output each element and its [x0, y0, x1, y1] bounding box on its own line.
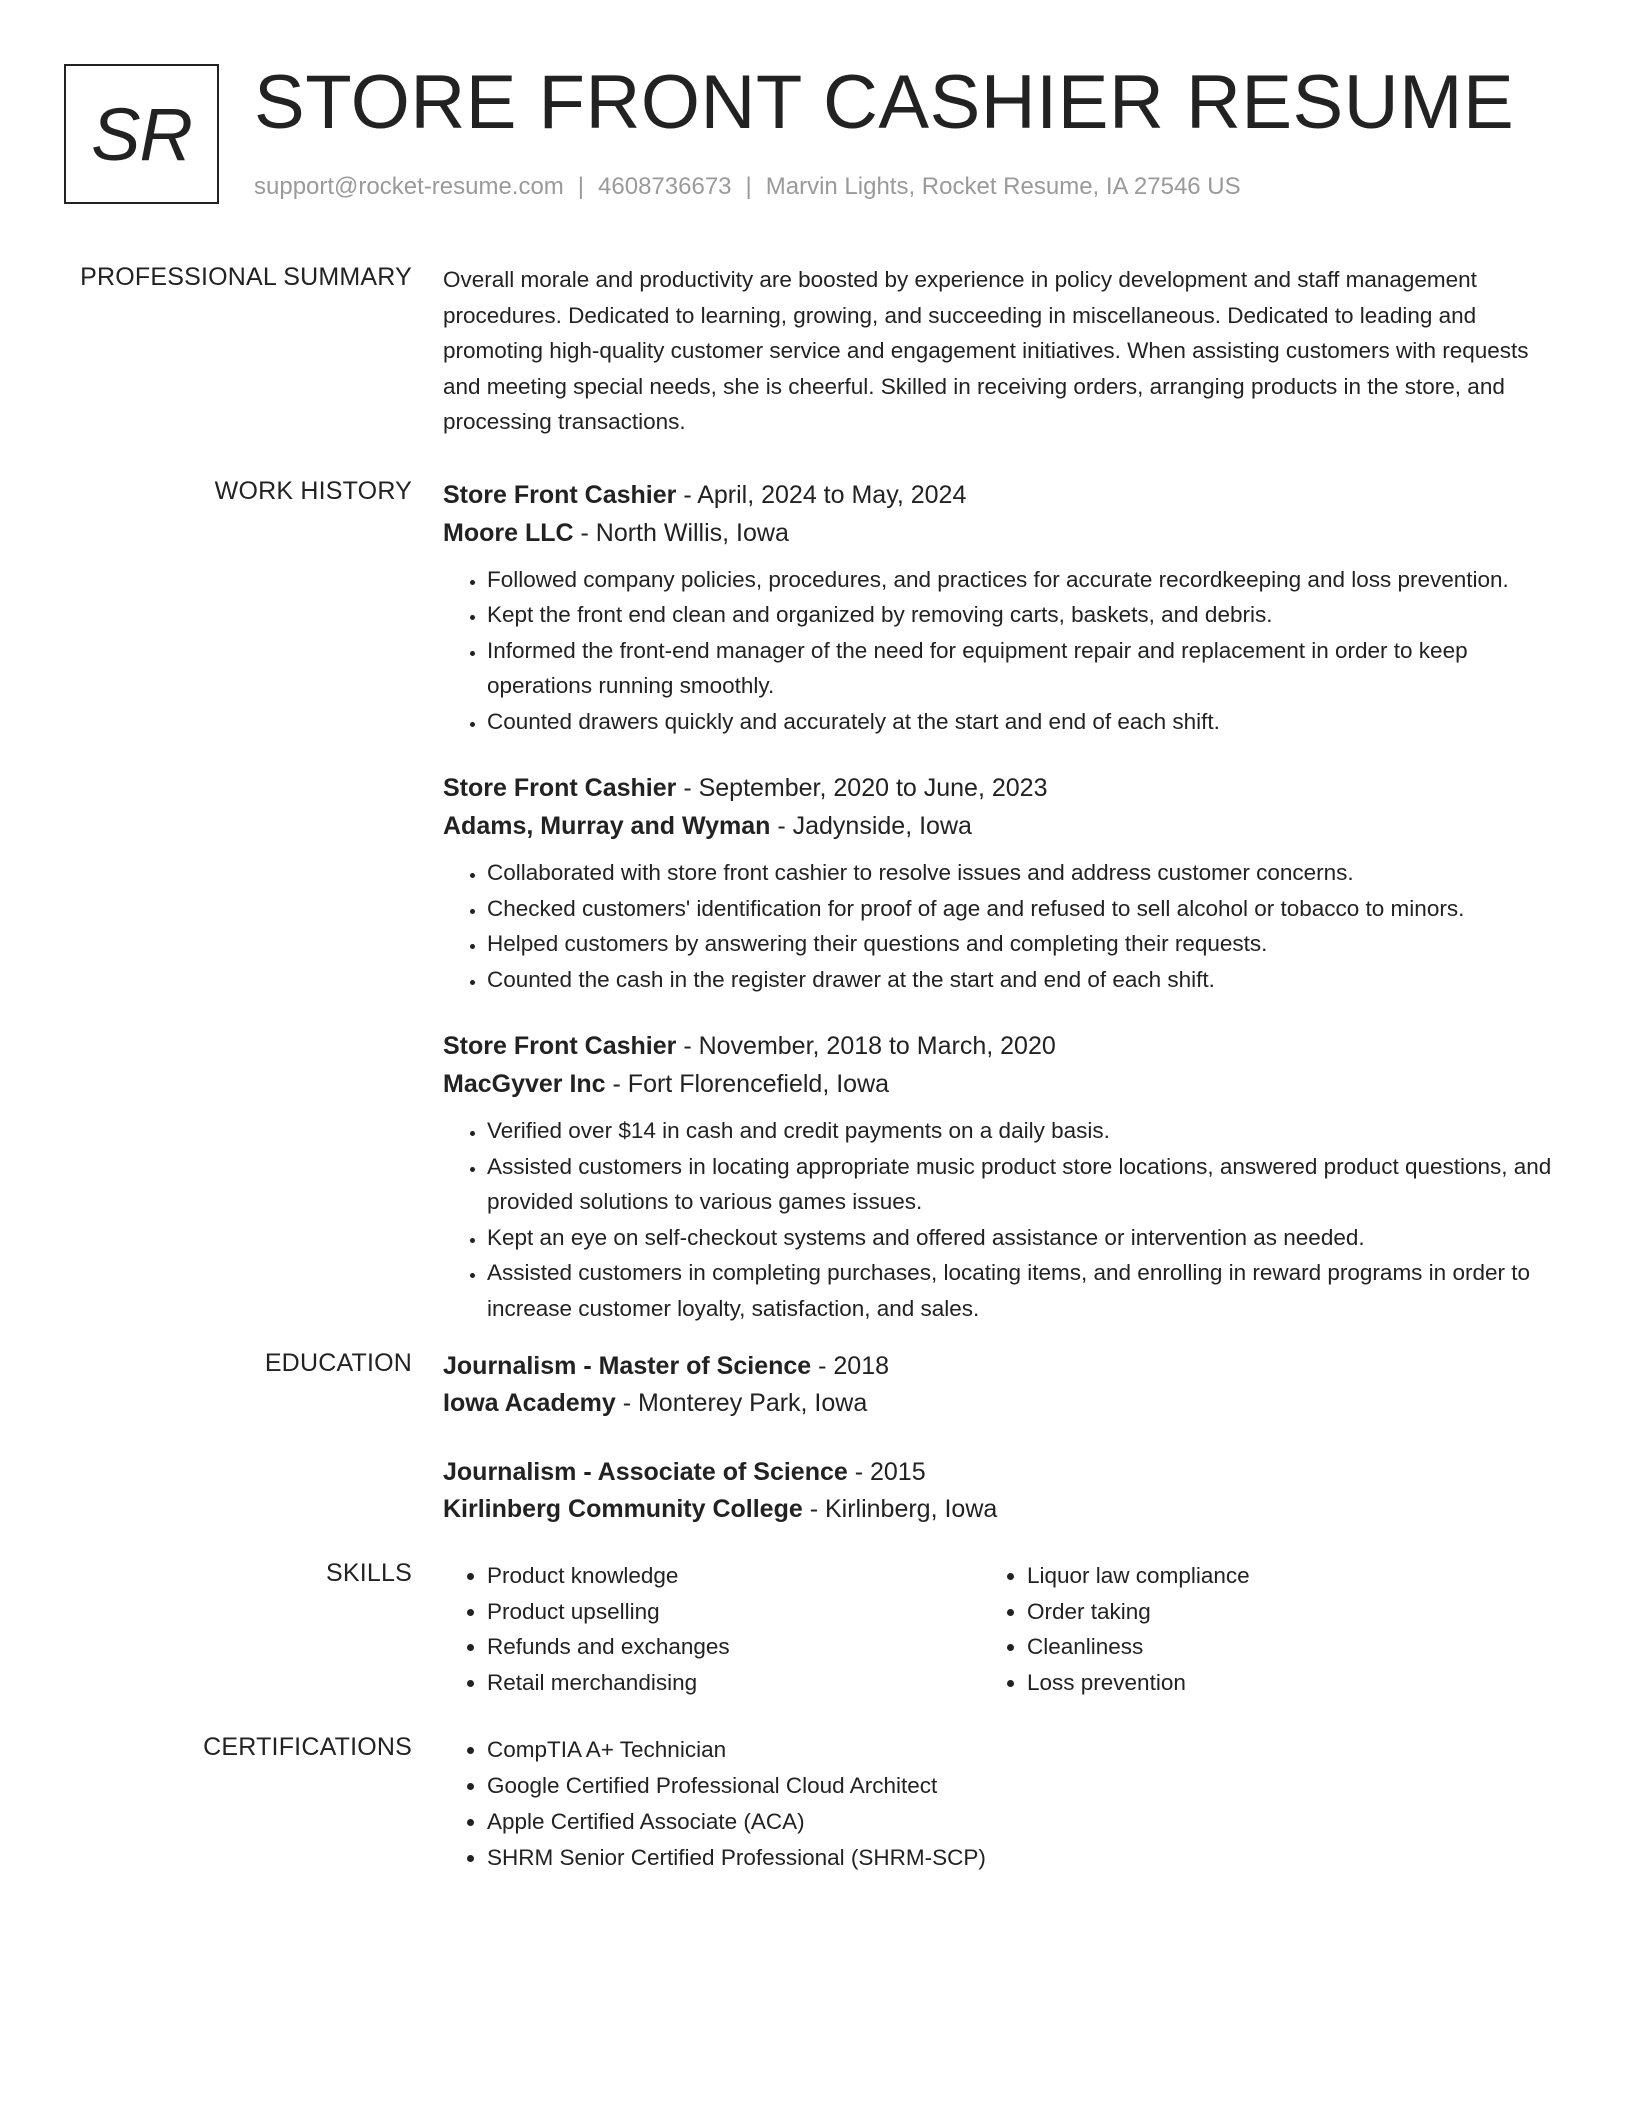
job-bullet: • Collaborated with store front cashier to resolve issues and address customer concerns. [487, 855, 1553, 891]
certification-item: • Apple Certified Associate (ACA) [487, 1804, 1553, 1840]
job-title-line [443, 769, 1553, 807]
education-year: - 2015 [847, 1458, 926, 1486]
education-school-line [443, 1385, 1553, 1422]
certifications-list [443, 1732, 1553, 1876]
education-body [443, 1348, 1553, 1528]
section-label-certifications: CERTIFICATIONS [203, 1733, 412, 1761]
job-bullets [443, 1113, 1553, 1326]
job-bullet: • Kept an eye on self-checkout systems and offered assistance or intervention as needed. [487, 1220, 1553, 1256]
resume-title: STORE FRONT CASHIER RESUME [254, 60, 1515, 145]
skills-list-right [983, 1558, 1523, 1700]
section-label-summary: PROFESSIONAL SUMMARY [80, 263, 412, 291]
job-company: Adams, Murray and Wyman [443, 812, 771, 840]
skill-item: • Cleanliness [1027, 1629, 1523, 1665]
job-entry [443, 1027, 1553, 1326]
job-bullet: • Helped customers by answering their questions and completing their requests. [487, 926, 1553, 962]
skills-grid [443, 1558, 1553, 1700]
job-bullet: • Assisted customers in locating appropriate music product store locations, answered product questions, and provided solutions to various games issues. [487, 1149, 1553, 1220]
job-title: Store Front Cashier [443, 480, 677, 509]
certification-item: • SHRM Senior Certified Professional (SHRM-SCP) [487, 1840, 1553, 1876]
contact-separator: | [745, 173, 752, 200]
contact-phone[interactable]: 4608736673 [598, 173, 732, 200]
work-history-section [64, 476, 1564, 1327]
monogram-logo: SR [64, 64, 219, 204]
education-location: - Kirlinberg, Iowa [802, 1495, 998, 1523]
job-title: Store Front Cashier [443, 774, 677, 802]
job-bullet: • Verified over $14 in cash and credit payments on a daily basis. [487, 1113, 1553, 1149]
education-location: - Monterey Park, Iowa [615, 1389, 868, 1417]
job-entry [443, 476, 1553, 740]
job-dates: - April, 2024 to May, 2024 [676, 480, 967, 509]
education-degree-line [443, 1348, 1553, 1385]
contact-email[interactable]: support@rocket-resume.com [254, 173, 564, 200]
skills-list-left [443, 1558, 983, 1700]
contact-info [254, 172, 1241, 202]
education-degree-line [443, 1454, 1553, 1491]
education-school-line [443, 1491, 1553, 1528]
summary-section [64, 262, 1564, 440]
summary-body [443, 262, 1553, 440]
job-location: - Jadynside, Iowa [770, 812, 972, 840]
education-school: Kirlinberg Community College [443, 1495, 803, 1523]
job-bullet: • Followed company policies, procedures, and practices for accurate recordkeeping and loss prevention. [487, 562, 1553, 598]
education-school: Iowa Academy [443, 1389, 616, 1417]
resume-sections [64, 262, 1564, 1876]
section-label-skills: SKILLS [326, 1559, 412, 1587]
section-label-education: EDUCATION [264, 1349, 412, 1377]
job-location: - North Willis, Iowa [573, 518, 789, 547]
job-entry [443, 769, 1553, 997]
section-label-work-history: WORK HISTORY [214, 476, 412, 505]
skill-item: • Refunds and exchanges [487, 1629, 983, 1665]
education-year: - 2018 [811, 1352, 890, 1380]
contact-address: Marvin Lights, Rocket Resume, IA 27546 US [765, 173, 1241, 200]
skill-item: • Product knowledge [487, 1558, 983, 1594]
job-bullet: • Assisted customers in completing purchases, locating items, and enrolling in reward programs in order to increase customer loyalty, satisfaction, and sales. [487, 1255, 1553, 1326]
skills-body [443, 1558, 1553, 1700]
job-location: - Fort Florencefield, Iowa [605, 1070, 890, 1098]
job-title-line [443, 476, 1553, 514]
job-bullet: • Counted the cash in the register drawer at the start and end of each shift. [487, 962, 1553, 998]
certifications-body [443, 1732, 1553, 1876]
skill-item: • Order taking [1027, 1594, 1523, 1630]
job-bullet: • Informed the front-end manager of the need for equipment repair and replacement in order to keep operations running smoothly. [487, 633, 1553, 704]
job-dates: - November, 2018 to March, 2020 [676, 1032, 1056, 1060]
job-company-line [443, 807, 1553, 845]
job-title: Store Front Cashier [443, 1032, 677, 1060]
certification-item: • Google Certified Professional Cloud Architect [487, 1768, 1553, 1804]
education-degree: Journalism - Master of Science [443, 1352, 812, 1380]
skill-item: • Product upselling [487, 1594, 983, 1630]
skill-item: • Retail merchandising [487, 1665, 983, 1701]
resume-header [64, 60, 1564, 214]
certifications-section [64, 1732, 1564, 1876]
skill-item: • Liquor law compliance [1027, 1558, 1523, 1594]
job-company-line [443, 1065, 1553, 1103]
education-entry [443, 1454, 1553, 1528]
education-degree: Journalism - Associate of Science [443, 1458, 848, 1486]
work-history-body [443, 476, 1553, 1327]
education-section [64, 1348, 1564, 1528]
skills-column-left [443, 1558, 983, 1700]
job-bullet: • Counted drawers quickly and accurately at the start and end of each shift. [487, 704, 1553, 740]
job-title-line [443, 1027, 1553, 1065]
job-bullets [443, 562, 1553, 740]
skill-item: • Loss prevention [1027, 1665, 1523, 1701]
job-bullet: • Kept the front end clean and organized by removing carts, baskets, and debris. [487, 597, 1553, 633]
skills-section [64, 1558, 1564, 1700]
job-company: Moore LLC [443, 518, 574, 547]
education-entry [443, 1348, 1553, 1422]
job-bullets [443, 855, 1553, 997]
job-company: MacGyver Inc [443, 1070, 606, 1098]
certification-item: • CompTIA A+ Technician [487, 1732, 1553, 1768]
skills-column-right [983, 1558, 1523, 1700]
contact-separator: | [577, 173, 585, 200]
summary-text: Overall morale and productivity are boosted by experience in policy development and staff management procedures. Dedicated to learning, growing, and succeeding in miscellaneous. Dedicated to leading and promoting high-quality customer service and engagement initiatives. When assisting customers with requests and meeting special needs, she is cheerful. Skilled in receiving orders, arranging products in the store, and processing transactions. [443, 267, 1529, 434]
job-dates: - September, 2020 to June, 2023 [676, 774, 1048, 802]
job-company-line [443, 514, 1553, 552]
job-bullet: • Checked customers' identification for proof of age and refused to sell alcohol or tobacco to minors. [487, 891, 1553, 927]
